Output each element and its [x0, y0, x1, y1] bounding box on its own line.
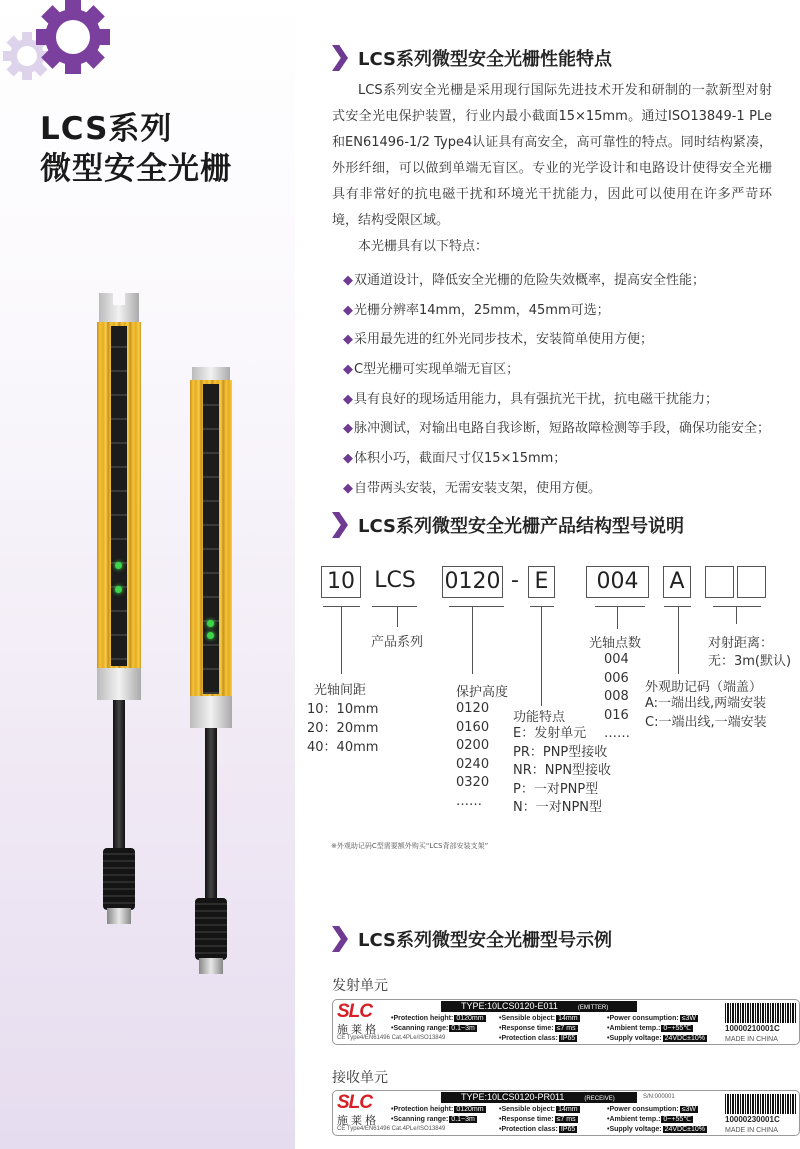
- spec: •Response time: ≤7 ms: [499, 1116, 576, 1123]
- axes-options: 004 006 008 016 ……: [604, 652, 630, 741]
- spec: •Protection height: 0120mm: [391, 1015, 484, 1022]
- receiver-caption: 接收单元: [332, 1070, 388, 1086]
- chevron-right-icon: [332, 45, 348, 71]
- appearance-options: A:一端出线,两端安装 C:一端出线,一端安装: [645, 696, 767, 730]
- distance-title: 对射距离：: [708, 636, 774, 651]
- spec: •Protection height: 0120mm: [391, 1106, 484, 1113]
- distance-options: 无：3m(默认): [708, 654, 792, 669]
- receiver-label: [332, 1090, 800, 1136]
- spec: •Sensible object: 14mm: [499, 1106, 578, 1113]
- lead-text: 本光栅具有以下特点：: [358, 239, 489, 254]
- code-spacing: 10: [321, 566, 361, 598]
- spacing-title: 光轴间距: [314, 683, 367, 698]
- list-item: ◆ C型光栅可实现单端无盲区；: [343, 355, 783, 385]
- section-heading-features: [332, 45, 612, 71]
- type-text: TYPE:10LCS0120-PR011: [461, 1092, 565, 1102]
- spacing-options: 10：10mm 20：20mm 40：40mm: [307, 702, 379, 755]
- left-panel: [0, 0, 295, 1149]
- spec: •Protection class: IP65: [499, 1126, 576, 1133]
- heading-text: LCS系列微型安全光栅产品结构型号说明: [358, 516, 684, 537]
- footnote: ※外观助记码C型需要额外购买“LCS背部安装支架”: [331, 842, 489, 850]
- emitter-label: [332, 999, 800, 1045]
- page-title-line1: LCS系列: [40, 111, 173, 147]
- appearance-title: 外观助记码（端盖）: [645, 680, 763, 695]
- cert-text: CE Type4/EN61496 Cat.4PLe/ISO13849: [337, 1035, 446, 1041]
- made-in: MADE IN CHINA: [725, 1127, 778, 1134]
- spec: •Ambient temp.: 0~+55℃: [607, 1025, 692, 1032]
- kind-text: (EMITTER): [577, 1005, 609, 1011]
- type-text: TYPE:10LCS0120-E011: [461, 1001, 558, 1011]
- intro-paragraph: [332, 78, 772, 260]
- code-distance-2: [737, 566, 766, 598]
- made-in: MADE IN CHINA: [725, 1036, 778, 1043]
- code-dash: -: [511, 568, 519, 593]
- feature-list: [343, 266, 783, 504]
- chevron-right-icon: [332, 926, 348, 952]
- spec: •Ambient temp.: 0~+55℃: [607, 1116, 692, 1123]
- heading-text: LCS系列微型安全光栅性能特点: [358, 49, 612, 70]
- section-heading-model-structure: [332, 512, 684, 538]
- list-item: ◆ 采用最先进的红外光同步技术，安装简单使用方便；: [343, 325, 783, 355]
- barcode-number: 10000210001C: [725, 1024, 780, 1033]
- spec: •Supply voltage: 24VDC±10%: [607, 1126, 705, 1133]
- spec: •Scanning range: 0.1~3m: [391, 1116, 475, 1123]
- list-item: ◆ 自带两头安装，无需安装支架，使用方便。: [343, 474, 783, 504]
- type-banner: [441, 1001, 637, 1012]
- chevron-right-icon: [332, 512, 348, 538]
- spec: •Power consumption: ≤3W: [607, 1015, 697, 1022]
- spec: •Power consumption: ≤3W: [607, 1106, 697, 1113]
- list-item: ◆ 体积小巧，截面尺寸仅15×15mm；: [343, 444, 783, 474]
- page-title-line2: 微型安全光栅: [40, 151, 232, 187]
- function-title: 功能特点: [513, 710, 566, 725]
- height-title: 保护高度: [456, 685, 509, 700]
- intro-text: LCS系列安全光栅是采用现行国际先进技术开发和研制的一款新型对射式安全光电保护装置，行业内最小截面15×15mm。通过ISO13849-1 PLe和EN61496-1/2 Type4认证具有高安全，高可靠性的特点。同时结构紧凑，外形纤细，可以做到单端无盲区。专业的光学设计和电路设计使得安全光栅具有非常好的抗电磁干扰和环境光干扰能力，因此可以使用在许多严苛环境，结构受限区域。: [332, 83, 772, 228]
- code-height: 0120: [442, 566, 503, 598]
- kind-text: (RECEIVE): [584, 1096, 615, 1102]
- series-title: 产品系列: [371, 635, 424, 650]
- list-item: ◆ 光栅分辨率14mm，25mm，45mm可选；: [343, 296, 783, 326]
- barcode: [725, 1094, 797, 1114]
- brand-cn: 施 莱 格: [337, 1115, 377, 1127]
- brand-logo: SLC: [337, 1092, 372, 1113]
- brand-cn: 施 莱 格: [337, 1024, 377, 1036]
- emitter-caption: 发射单元: [332, 978, 388, 994]
- axes-title: 光轴点数: [589, 636, 642, 651]
- barcode-number: 10000230001C: [725, 1115, 780, 1124]
- barcode: [725, 1003, 797, 1023]
- code-axes: 004: [586, 566, 649, 598]
- list-item: ◆ 具有良好的现场适用能力，具有强抗光干扰，抗电磁干扰能力；: [343, 385, 783, 415]
- code-distance-1: [705, 566, 734, 598]
- brand-logo: SLC: [337, 1001, 372, 1022]
- spec: •Protection class: IP65: [499, 1035, 576, 1042]
- spec: •Supply voltage: 24VDC±10%: [607, 1035, 705, 1042]
- code-appearance: A: [663, 566, 691, 598]
- spec: •Response time: ≤7 ms: [499, 1025, 576, 1032]
- section-heading-examples: [332, 926, 612, 952]
- code-function: E: [528, 566, 555, 598]
- cert-text: CE Type4/EN61496 Cat.4PLe/ISO13849: [337, 1126, 446, 1132]
- gear-icon: [0, 0, 120, 90]
- type-banner: [441, 1092, 637, 1103]
- code-series: LCS: [374, 568, 416, 593]
- list-item: ◆ 双通道设计，降低安全光栅的危险失效概率，提高安全性能；: [343, 266, 783, 296]
- list-item: ◆ 脉冲测试，对输出电路自我诊断，短路故障检测等手段，确保功能安全；: [343, 414, 783, 444]
- function-options: E：发射单元 PR：PNP型接收 NR：NPN型接收 P：一对PNP型 N：一对NPN型: [513, 726, 612, 815]
- spec: •Scanning range: 0.1~3m: [391, 1025, 475, 1032]
- serial-number: S/N:000001: [643, 1094, 675, 1100]
- spec: •Sensible object: 14mm: [499, 1015, 578, 1022]
- heading-text: LCS系列微型安全光栅型号示例: [358, 930, 612, 951]
- height-options: 0120 0160 0200 0240 0320 ……: [456, 701, 490, 809]
